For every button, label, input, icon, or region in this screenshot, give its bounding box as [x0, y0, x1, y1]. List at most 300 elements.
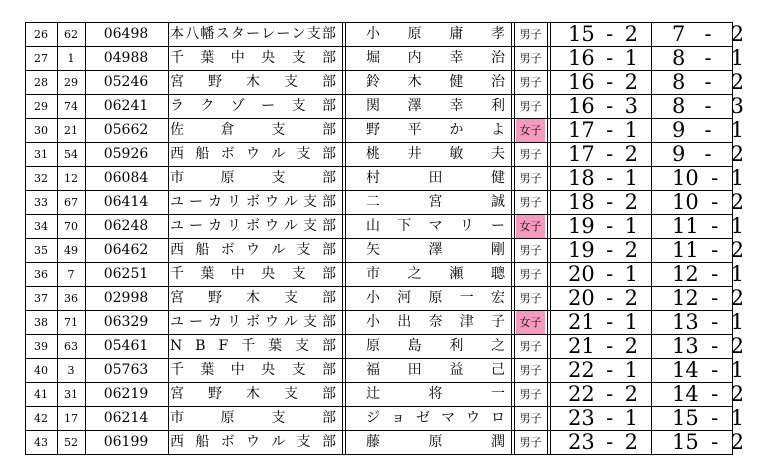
char: 将 — [428, 386, 443, 402]
char: 支 — [284, 290, 298, 306]
char: ユ — [170, 194, 184, 210]
row-number: 30 — [34, 124, 48, 137]
gender-label: 男子 — [519, 340, 542, 353]
char: ボ — [246, 314, 260, 330]
char: 市 — [366, 266, 380, 282]
draw-number: 29 — [64, 76, 78, 89]
char: 市 — [170, 170, 184, 186]
player-name-text — [366, 287, 508, 310]
player-name-text — [366, 143, 508, 166]
branch-name — [170, 215, 338, 238]
branch-name — [170, 47, 338, 70]
player-name — [366, 167, 508, 190]
lane-part: 1 — [624, 167, 638, 190]
column-divider — [547, 47, 551, 70]
lane-assignment-1 — [568, 431, 638, 454]
char: 誠 — [491, 194, 505, 210]
column-divider — [511, 215, 515, 238]
char: 内 — [407, 50, 422, 66]
lane-part: - — [606, 191, 614, 214]
lane-assignment-1 — [568, 47, 638, 70]
branch-name — [170, 191, 338, 214]
char: 西 — [170, 434, 184, 450]
column-divider — [342, 23, 346, 46]
lane-part: 2 — [624, 383, 638, 406]
char: か — [449, 122, 464, 138]
lane-assignment-2 — [672, 311, 744, 334]
member-id: 04988 — [103, 50, 149, 66]
lane-assignment-1 — [568, 383, 638, 406]
draw-number: 21 — [64, 124, 78, 137]
char: 井 — [407, 146, 422, 162]
player-name — [366, 407, 508, 430]
lane-part: - — [711, 407, 719, 430]
gender-label: 男子 — [519, 52, 542, 65]
column-divider — [168, 263, 169, 286]
char: 千 — [170, 50, 184, 66]
char: ル — [271, 242, 286, 258]
lane-assignment-2 — [672, 239, 744, 262]
member-id: 06241 — [103, 98, 149, 114]
char: 支 — [303, 218, 317, 234]
char: 八 — [185, 26, 200, 42]
member-id: 05763 — [103, 362, 149, 378]
lane-part: 11 — [672, 215, 699, 238]
char: 西 — [170, 146, 184, 162]
branch-name-text — [170, 359, 338, 382]
char: 部 — [321, 434, 336, 450]
lane-assignment-2 — [672, 431, 744, 454]
lane-part: 22 — [568, 383, 595, 406]
branch-name-text — [170, 335, 338, 358]
char: 一 — [491, 386, 505, 402]
char: 二 — [366, 194, 380, 210]
char: 原 — [428, 434, 443, 450]
lane-assignment-1 — [568, 215, 638, 238]
draw-number: 70 — [64, 220, 78, 233]
char: 田 — [407, 362, 422, 378]
branch-name — [170, 143, 338, 166]
lane-part: - — [606, 383, 614, 406]
char: マ — [428, 218, 443, 234]
gender-label: 男子 — [519, 268, 542, 281]
char: 原 — [366, 338, 380, 354]
table-row — [25, 239, 744, 263]
lane-assignment-2 — [672, 95, 744, 118]
char: 西 — [170, 242, 184, 258]
column-divider — [168, 71, 169, 94]
char: ル — [271, 146, 286, 162]
lane-part: - — [711, 383, 719, 406]
char: ル — [284, 314, 298, 330]
lane-part: 2 — [730, 191, 744, 214]
char: 宮 — [170, 74, 184, 90]
branch-name-text — [170, 71, 338, 94]
column-divider — [511, 335, 515, 358]
char: 利 — [449, 338, 464, 354]
char: B — [195, 338, 206, 354]
char: ゼ — [416, 410, 430, 426]
char: 奈 — [428, 314, 443, 330]
column-divider — [547, 431, 551, 454]
lane-part: 11 — [672, 239, 699, 262]
char: 小 — [366, 26, 380, 42]
member-id: 06462 — [103, 242, 149, 258]
char: ウ — [466, 410, 480, 426]
draw-number: 62 — [64, 28, 78, 41]
char: カ — [208, 194, 222, 210]
player-name-text — [366, 383, 508, 406]
column-divider — [651, 167, 652, 190]
branch-name-text — [170, 167, 338, 190]
lane-part: - — [704, 71, 712, 94]
lane-part: 20 — [568, 287, 595, 310]
branch-name — [170, 287, 338, 310]
char: 木 — [246, 386, 260, 402]
column-divider — [651, 359, 652, 382]
member-id: 06329 — [103, 314, 149, 330]
char: 河 — [397, 290, 412, 306]
char: 野 — [208, 386, 222, 402]
char: ー — [189, 194, 203, 210]
char: ロ — [491, 410, 505, 426]
lane-part: 2 — [730, 239, 744, 262]
lane-assignment-1 — [568, 287, 638, 310]
column-divider — [511, 311, 515, 334]
row-number: 27 — [34, 52, 48, 65]
column-divider — [511, 167, 515, 190]
char: 鈴 — [366, 74, 380, 90]
lane-assignment-1 — [568, 335, 638, 358]
char: 庸 — [449, 26, 464, 42]
draw-number: 63 — [64, 340, 78, 353]
column-divider — [511, 143, 515, 166]
char: 村 — [366, 170, 380, 186]
char: 支 — [296, 242, 311, 258]
branch-name — [170, 239, 338, 262]
lane-assignment-2 — [672, 191, 744, 214]
char: ウ — [245, 146, 260, 162]
member-id: 06084 — [103, 170, 149, 186]
char: 平 — [407, 122, 422, 138]
column-divider — [651, 383, 652, 406]
column-divider — [511, 47, 515, 70]
row-number: 29 — [34, 100, 48, 113]
lane-part: - — [606, 239, 614, 262]
draw-number: 54 — [64, 148, 78, 161]
branch-name-text — [170, 47, 338, 70]
lane-part: 9 — [672, 143, 686, 166]
char: 矢 — [366, 242, 380, 258]
column-divider — [168, 119, 169, 142]
member-id: 06219 — [103, 386, 149, 402]
member-id: 05662 — [103, 122, 149, 138]
lane-part: 2 — [730, 287, 744, 310]
column-divider — [547, 95, 551, 118]
lane-assignment-1 — [568, 143, 638, 166]
char: ス — [215, 26, 230, 42]
player-name — [366, 71, 508, 94]
char: ウ — [245, 242, 260, 258]
lane-part: 1 — [730, 359, 744, 382]
char: ー — [261, 98, 276, 114]
player-name — [366, 383, 508, 406]
lane-part: 17 — [568, 143, 595, 166]
lane-part: - — [606, 311, 614, 334]
gender-label: 男子 — [519, 76, 542, 89]
lane-part: 10 — [672, 191, 699, 214]
column-divider — [547, 407, 551, 430]
draw-number: 3 — [67, 364, 75, 377]
lane-part: - — [711, 239, 719, 262]
table-row — [25, 407, 744, 431]
lane-part: - — [711, 311, 719, 334]
char: 幡 — [200, 26, 215, 42]
lane-part: 19 — [568, 215, 595, 238]
row-number: 26 — [34, 28, 48, 41]
char: 瀬 — [449, 266, 464, 282]
row-number: 36 — [34, 268, 48, 281]
char: カ — [208, 314, 222, 330]
lane-part: 15 — [672, 431, 699, 454]
lane-part: 12 — [672, 263, 699, 286]
char: 関 — [366, 98, 380, 114]
char: ー — [276, 26, 291, 42]
column-divider — [651, 407, 652, 430]
char: 支 — [296, 434, 311, 450]
column-divider — [547, 167, 551, 190]
row-number: 39 — [34, 340, 48, 353]
lane-part: - — [704, 143, 712, 166]
char: 孝 — [490, 26, 505, 42]
gender-label: 女子 — [516, 311, 545, 334]
player-name-text — [366, 239, 508, 262]
char: 幸 — [449, 98, 464, 114]
column-divider — [168, 215, 169, 238]
char: 支 — [303, 314, 317, 330]
char: 千 — [170, 266, 184, 282]
player-name — [366, 335, 508, 358]
lane-part: - — [711, 215, 719, 238]
char: 木 — [407, 74, 422, 90]
lane-part: 1 — [730, 263, 744, 286]
lane-part: 1 — [624, 407, 638, 430]
char: 葉 — [200, 266, 215, 282]
member-id: 06199 — [103, 434, 149, 450]
table-row — [25, 71, 744, 95]
column-divider — [651, 191, 652, 214]
char: 之 — [407, 266, 422, 282]
lane-part: 20 — [568, 263, 595, 286]
char: リ — [227, 314, 241, 330]
column-divider — [342, 407, 346, 430]
draw-number: 17 — [64, 412, 78, 425]
column-divider — [547, 311, 551, 334]
lane-assignment-2 — [672, 119, 744, 142]
char: ユ — [170, 218, 184, 234]
branch-name-text — [170, 287, 338, 310]
column-divider — [511, 431, 515, 454]
char: 澤 — [428, 242, 443, 258]
player-name-text — [366, 311, 508, 334]
lane-part: - — [606, 95, 614, 118]
lane-part: - — [606, 263, 614, 286]
player-name — [366, 215, 508, 238]
branch-name — [170, 167, 338, 190]
column-divider — [511, 71, 515, 94]
lane-part: 13 — [672, 311, 699, 334]
draw-number: 49 — [64, 244, 78, 257]
player-name-text — [366, 95, 508, 118]
char: 島 — [407, 338, 422, 354]
column-divider — [651, 47, 652, 70]
char: 木 — [246, 74, 260, 90]
gender-label: 男子 — [519, 100, 542, 113]
player-name-text — [366, 407, 508, 430]
player-name — [366, 431, 508, 454]
row-number: 41 — [34, 388, 48, 401]
column-divider — [547, 71, 551, 94]
lane-part: 21 — [568, 335, 595, 358]
column-divider — [342, 383, 346, 406]
branch-name — [170, 23, 338, 46]
char: ボ — [220, 434, 235, 450]
column-divider — [511, 119, 515, 142]
column-divider — [342, 359, 346, 382]
gender-label: 男子 — [519, 28, 542, 41]
char: 堀 — [366, 50, 380, 66]
char: ウ — [265, 194, 279, 210]
lane-part: 2 — [730, 71, 744, 94]
branch-name — [170, 407, 338, 430]
lane-part: 3 — [730, 95, 744, 118]
player-name — [366, 119, 508, 142]
char: 部 — [321, 146, 336, 162]
char: 剛 — [491, 242, 505, 258]
char: 聰 — [490, 266, 505, 282]
gender-label: 男子 — [519, 364, 542, 377]
char: 支 — [296, 146, 311, 162]
char: ク — [200, 98, 215, 114]
lane-assignment-1 — [568, 167, 638, 190]
lane-part: 1 — [730, 407, 744, 430]
column-divider — [547, 239, 551, 262]
char: 市 — [170, 410, 184, 426]
char: ボ — [220, 242, 235, 258]
table-row — [25, 95, 744, 119]
lane-part: - — [711, 335, 719, 358]
player-table — [25, 22, 744, 455]
column-divider — [547, 215, 551, 238]
lane-assignment-2 — [672, 167, 744, 190]
column-divider — [342, 239, 346, 262]
column-divider — [651, 215, 652, 238]
lane-part: 1 — [624, 119, 638, 142]
char: 中 — [230, 266, 245, 282]
lane-assignment-2 — [672, 287, 744, 310]
lane-part: 2 — [624, 191, 638, 214]
char: リ — [459, 218, 474, 234]
draw-number: 67 — [64, 196, 78, 209]
char: 小 — [366, 314, 380, 330]
lane-part: 1 — [730, 47, 744, 70]
char: 健 — [491, 170, 505, 186]
lane-part: 1 — [730, 311, 744, 334]
player-name-text — [366, 335, 508, 358]
char: 倉 — [220, 122, 235, 138]
char: 原 — [428, 290, 443, 306]
column-divider — [342, 167, 346, 190]
column-divider — [168, 287, 169, 310]
char: 治 — [490, 50, 505, 66]
char: 千 — [170, 362, 184, 378]
column-divider — [511, 383, 515, 406]
lane-part: - — [606, 215, 614, 238]
column-divider — [547, 23, 551, 46]
char: 支 — [284, 386, 298, 402]
lane-part: 2 — [624, 71, 638, 94]
column-divider — [511, 287, 515, 310]
table-row — [25, 431, 744, 455]
char: リ — [227, 194, 241, 210]
lane-part: - — [606, 287, 614, 310]
column-divider — [342, 287, 346, 310]
draw-number: 31 — [64, 388, 78, 401]
lane-part: - — [704, 47, 712, 70]
column-divider — [547, 119, 551, 142]
char: N — [170, 338, 183, 354]
char: 央 — [261, 50, 276, 66]
column-divider — [342, 71, 346, 94]
player-name-text — [366, 47, 508, 70]
branch-name — [170, 359, 338, 382]
member-id: 06214 — [103, 410, 149, 426]
lane-assignment-1 — [568, 263, 638, 286]
player-name-text — [366, 119, 508, 142]
lane-part: 16 — [568, 71, 595, 94]
player-name — [366, 311, 508, 334]
char: 夫 — [490, 146, 505, 162]
player-name-text — [366, 23, 508, 46]
column-divider — [511, 191, 515, 214]
lane-assignment-2 — [672, 263, 744, 286]
lane-part: - — [606, 71, 614, 94]
branch-name-text — [170, 431, 338, 454]
char: 支 — [271, 122, 286, 138]
table-row — [25, 191, 744, 215]
player-name-text — [366, 215, 508, 238]
draw-number: 36 — [64, 292, 78, 305]
char: 津 — [459, 314, 474, 330]
char: 潤 — [491, 434, 505, 450]
gender-label: 男子 — [519, 292, 542, 305]
lane-part: 10 — [672, 167, 699, 190]
lane-assignment-1 — [568, 407, 638, 430]
column-divider — [168, 407, 169, 430]
member-id: 05461 — [103, 338, 149, 354]
row-number: 33 — [34, 196, 48, 209]
char: 葉 — [268, 338, 283, 354]
char: ユ — [170, 314, 184, 330]
row-number: 34 — [34, 220, 48, 233]
char: 葉 — [200, 50, 215, 66]
char: ン — [291, 26, 306, 42]
player-name — [366, 143, 508, 166]
column-divider — [168, 335, 169, 358]
lane-part: 14 — [672, 383, 699, 406]
gender-label: 男子 — [519, 436, 542, 449]
char: 部 — [321, 362, 336, 378]
